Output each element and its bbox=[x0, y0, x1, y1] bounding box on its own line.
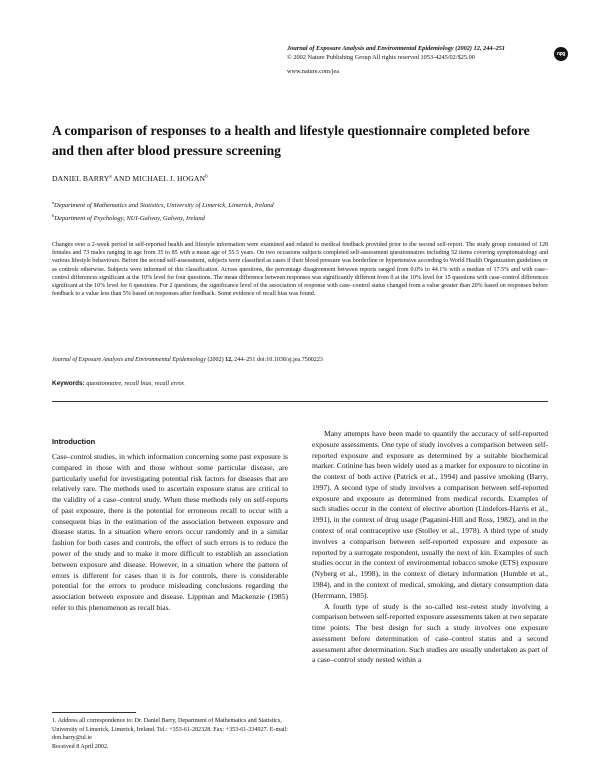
affiliation-mark: a bbox=[52, 200, 54, 205]
body-paragraph: Case–control studies, in which information concerning some past exposure is compared in those with and those without some particular disease, are particularly useful for investigating potential risk factors for diseases that are relatively rare. The methods used to ascertain exposure status are critical to the validity of a case–control study. When these methods rely on self-reports of past exposure, there is the potential for erroneous recall to occur with a consequent bias in the estimation of the association between exposure and disease status. In a situation where errors occur randomly and in a similar fashion for both cases and controls, the effect of such errors is to reduce the power of the study and to make it more difficult to establish an association between exposure and disease. However, in a situation where the pattern of errors is different for cases than it is for controls, there is considerable potential for the errors to produce misleading conclusions regarding the association between exposure and disease. Lippman and Mackenzie (1985) refer to this phenomenon as recall bias. bbox=[52, 452, 288, 612]
journal-website[interactable]: www.nature.com/jea bbox=[287, 68, 340, 75]
citation-line bbox=[52, 356, 548, 364]
section-heading-introduction: Introduction bbox=[52, 437, 96, 446]
section-divider bbox=[52, 401, 548, 402]
affiliation-text: Department of Mathematics and Statistics, University of Limerick, Limerick, Ireland bbox=[54, 202, 274, 210]
author-affil-mark: b bbox=[205, 174, 208, 180]
affiliations bbox=[52, 198, 274, 224]
author-name: DANIEL BARRY bbox=[52, 174, 110, 183]
affiliation-item bbox=[52, 198, 274, 211]
copyright-line: © 2002 Nature Publishing Group All rights reserved 1053-4245/02/$25.00 bbox=[287, 54, 475, 61]
abstract: Changes over a 2-week period in self-reported health and lifestyle information were examined and related to medical feedback provided prior to the second self-report. The study group consisted of 128 females and 73 males ranging in age from 35 to 85 with a mean age of 55.5 years. On two occasions subjects completed self-assessment questionnaires including 52 items covering symptomatology and various lifestyle behaviours. Before the second self-assessment, subjects were classified as cases if their blood pressure was borderline or hypertensive according to World Health Organization guidelines or as controls otherwise. Subjects were informed of this classification. Across questions, the percentage disagreement between reports ranged from 0.0% to 44.1% with a median of 17.5% and with case–control differences significant at the 10% level for four questions. The mean difference between responses was significantly different from 0 at the 10% level for 15 questions with case–control differences significant at the 10% level for 6 questions. For 2 questions, the significance level of the association of response with case–control status changed from a value greater than 20% based on responses before feedback to a value less than 5% based on responses after feedback. Some evidence of recall bias was found. bbox=[52, 242, 548, 298]
author-line bbox=[52, 174, 208, 183]
body-paragraph: Many attempts have been made to quantify the accuracy of self-reported exposure assessments. One type of study involves a comparison between self-reported exposure and exposure as determined by a suitable biochemical marker. Cotinine has been widely used as a marker for exposure to nicotine in the context of both active (Patrick et al., 1994) and passive smoking (Barry, 1997). A second type of study involves a comparison between self-reported exposure and exposure as determined from medical records. Examples of such studies occur in the context of elective abortion (Lindefors-Harris et al., 1991), in the context of drug usage (Paganini-Hill and Ross, 1982), and in the context of oral contraceptive use (Stolley et al., 1978). A third type of study involves a comparison between self-reported exposure and exposure as reported by a surrogate respondent, usually the next of kin. Examples of such studies occur in the context of environmental tobacco smoke (ETS) exposure (Nyberg et al., 1998), in the context of dietary information (Humble et al., 1984), and in the context of medical, smoking, and dietary consumption data (Herrmann, 1985). bbox=[312, 429, 548, 600]
affiliation-item bbox=[52, 211, 274, 224]
author-name: MICHAEL J. HOGAN bbox=[132, 174, 206, 183]
footnote bbox=[52, 717, 288, 751]
keywords-label: Keywords: bbox=[52, 380, 85, 387]
received-date: Received 8 April 2002. bbox=[52, 743, 109, 750]
citation-year: (2002) bbox=[205, 357, 226, 363]
author-affil-mark: a bbox=[109, 174, 112, 180]
affiliation-text: Department of Psychology, NUI-Galway, Galway, Ireland bbox=[54, 215, 205, 223]
citation-volume: 12, bbox=[225, 357, 233, 363]
citation-doi: 244–251 doi:10.1038/sj.jea.7500223 bbox=[232, 357, 323, 363]
citation-journal: Journal of Exposure Analysis and Environmental Epidemiology bbox=[52, 357, 206, 363]
journal-header bbox=[287, 44, 557, 62]
left-column bbox=[52, 452, 288, 614]
footnote-divider bbox=[52, 712, 136, 713]
author-conjunction: AND bbox=[111, 174, 133, 183]
right-column bbox=[312, 429, 548, 666]
body-paragraph: A fourth type of study is the so-called test–retest study involving a comparison between self-reported exposure assessments taken at two separate time points. The best design for such a study involves one exposure assessment before determination of case–control status and a second assessment after determination. Such studies are usually undertaken as part of a case–control study nested within a bbox=[312, 601, 548, 665]
footnote-text: 1. Address all correspondence to: Dr. Daniel Barry, Department of Mathematics and Statistics, University of Limerick, Limerick, Ireland. Tel.: +353-61-202328. Fax: +353-61-334927. E-mail: don.barry@ul.ie bbox=[52, 718, 288, 742]
journal-reference: Journal of Exposure Analysis and Environmental Epidemiology (2002) 12, 244–251 bbox=[287, 45, 506, 52]
affiliation-mark: b bbox=[52, 213, 55, 219]
keywords-list: questionnaire, recall bias, recall error. bbox=[84, 380, 185, 387]
paper-title: A comparison of responses to a health and lifestyle questionnaire completed before and then after blood pressure screening bbox=[52, 123, 530, 158]
npg-logo-icon: npg bbox=[554, 47, 568, 61]
keywords bbox=[52, 380, 185, 387]
